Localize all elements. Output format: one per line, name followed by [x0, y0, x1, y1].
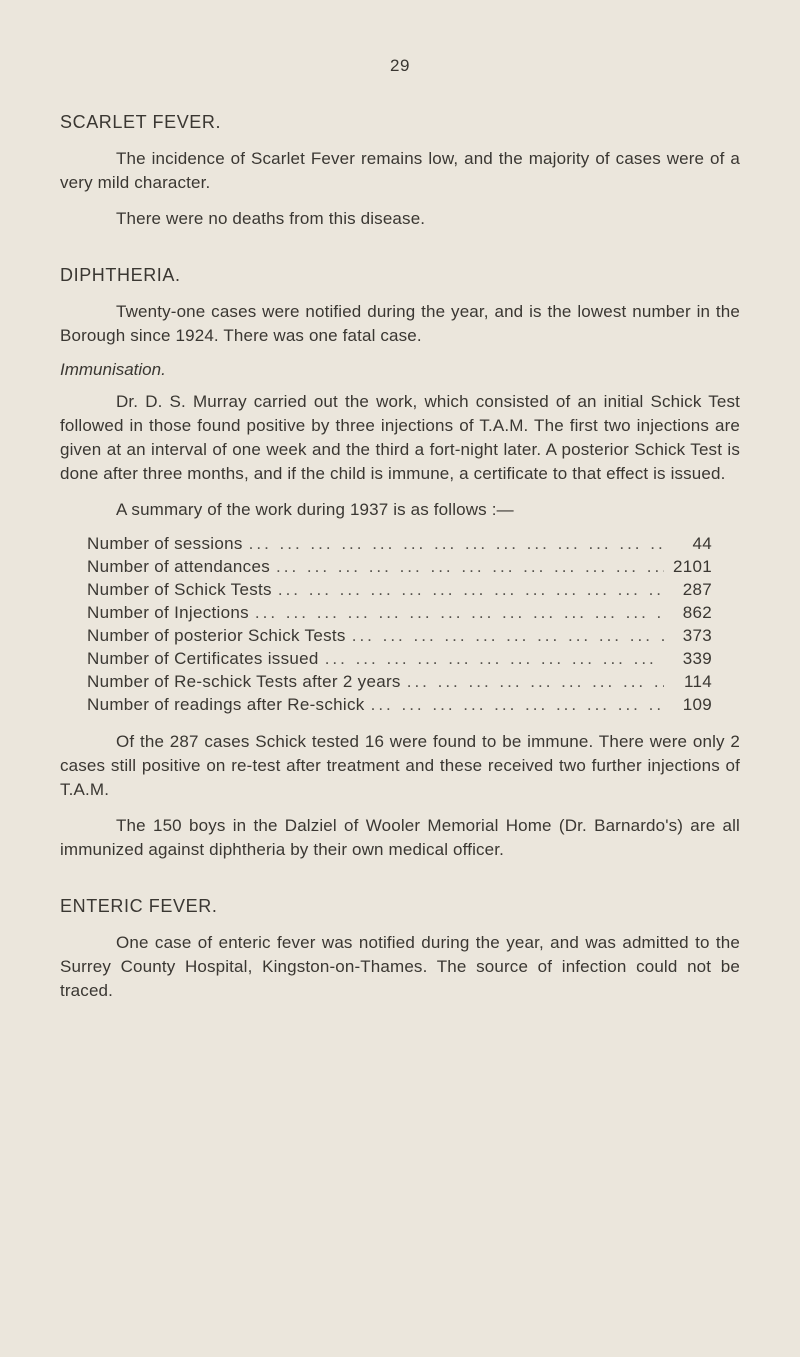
leader-dots: [407, 672, 664, 692]
scarlet-fever-paragraph-1: The incidence of Scarlet Fever remains low, and the majority of cases were of a very mild character.: [60, 149, 740, 192]
summary-row: [87, 534, 712, 557]
enteric-fever-heading: ENTERIC FEVER.: [60, 896, 218, 916]
leader-dots: [255, 603, 664, 623]
summary-value: 862: [682, 603, 712, 622]
summary-value: 114: [683, 672, 712, 691]
summary-row: [87, 557, 712, 580]
summary-label: Number of Schick Tests: [87, 580, 272, 599]
summary-row: [87, 695, 712, 718]
enteric-fever-paragraph-1: One case of enteric fever was notified during the year, and was admitted to the Surrey County Hospital, Kingston-on-Thames. The source of infection could not be traced.: [60, 933, 740, 1000]
diphtheria-paragraph-3: A summary of the work during 1937 is as follows :—: [116, 500, 514, 519]
summary-label: Number of sessions: [87, 534, 243, 553]
immunisation-summary-table: [87, 534, 712, 718]
diphtheria-paragraph-5: The 150 boys in the Dalziel of Wooler Memorial Home (Dr. Barnardo's) are all immunized against diphtheria by their own medical officer.: [60, 816, 740, 859]
leader-dots: [371, 695, 664, 715]
summary-row: [87, 672, 712, 695]
page-content: [60, 112, 740, 1003]
page-number: 29: [390, 56, 410, 75]
scarlet-fever-heading: SCARLET FEVER.: [60, 112, 222, 132]
summary-value: 373: [682, 626, 712, 645]
summary-label: Number of Certificates issued: [87, 649, 319, 668]
diphtheria-paragraph-2: Dr. D. S. Murray carried out the work, which consisted of an initial Schick Test followed in those found positive by three injections of T.A.M. The first two injections are given at an interval of one week and the third a fort-night later. A posterior Schick Test is done after three months, and if the child is immune, a certificate to that effect is issued.: [60, 392, 740, 483]
diphtheria-paragraph-4: Of the 287 cases Schick tested 16 were found to be immune. There were only 2 cases still positive on re-test after treatment and these received two further injections of T.A.M.: [60, 732, 740, 799]
immunisation-subheading: Immunisation.: [60, 360, 166, 379]
summary-row: [87, 580, 712, 603]
diphtheria-paragraph-1: Twenty-one cases were notified during the year, and is the lowest number in the Borough since 1924. There was one fatal case.: [60, 302, 740, 345]
diphtheria-section: [60, 265, 740, 862]
diphtheria-heading: DIPHTHERIA.: [60, 265, 181, 285]
summary-value: 44: [692, 534, 712, 553]
leader-dots: [276, 557, 664, 577]
leader-dots: [352, 626, 664, 646]
summary-label: Number of Injections: [87, 603, 249, 622]
scarlet-fever-paragraph-2: There were no deaths from this disease.: [116, 209, 426, 228]
summary-value: 339: [682, 649, 712, 668]
summary-label: Number of posterior Schick Tests: [87, 626, 346, 645]
enteric-fever-section: [60, 896, 740, 1003]
leader-dots: [325, 649, 664, 669]
summary-row: [87, 603, 712, 626]
summary-row: [87, 649, 712, 672]
summary-row: [87, 626, 712, 649]
scarlet-fever-section: [60, 112, 740, 231]
leader-dots: [249, 534, 664, 554]
leader-dots: [278, 580, 664, 600]
summary-value: 109: [682, 695, 712, 714]
summary-label: Number of Re-schick Tests after 2 years: [87, 672, 401, 691]
summary-value: 287: [682, 580, 712, 599]
summary-label: Number of attendances: [87, 557, 271, 576]
summary-label: Number of readings after Re-schick: [87, 695, 365, 714]
summary-value: 2101: [672, 557, 712, 576]
